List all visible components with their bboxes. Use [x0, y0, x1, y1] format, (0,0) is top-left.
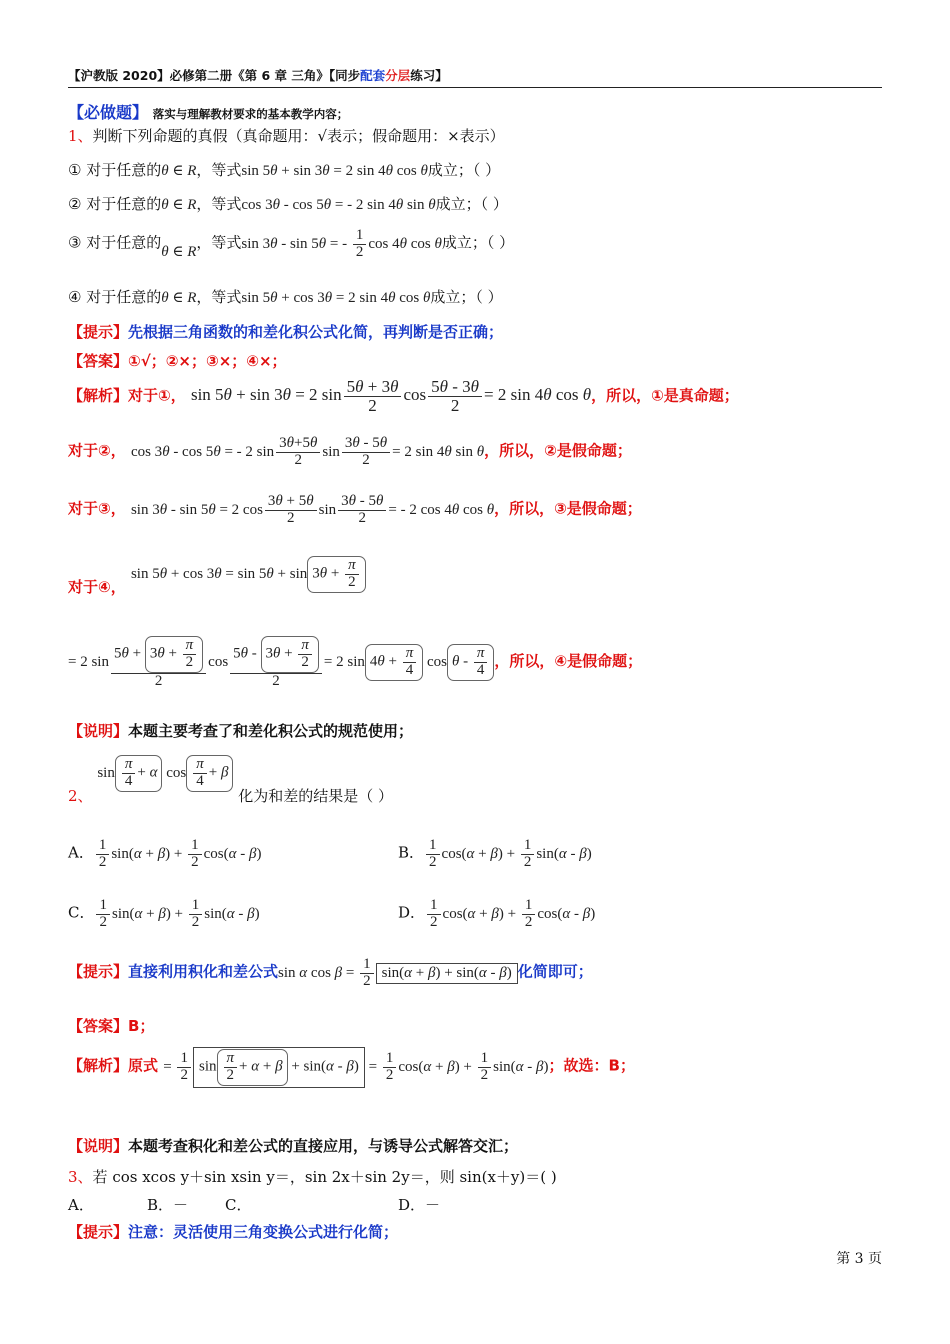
q2-option-b-label: B． [398, 843, 425, 862]
q1-analysis-1 [68, 378, 739, 415]
q3-hint-tag: 【提示】 [68, 1223, 129, 1241]
q1-analysis-4-pre: 对于④， [68, 577, 126, 596]
q2-hint-formula: sin α cos β = $\frac{1}{2}$ sin(α + β) + sin(α - β) [278, 965, 518, 981]
q1-item-1-prefix: ① 对于任意的 [68, 161, 162, 179]
q2-option-c-formula: $\frac{1}{2}$ sin(α + β) + $\frac{1}{2}$ sin(α - β) [94, 906, 259, 922]
q2-option-c-label: C． [68, 903, 95, 922]
q2-analysis [68, 1047, 635, 1088]
q1-analysis-2 [68, 436, 632, 469]
q2-option-b-formula: $\frac{1}{2}$ cos(α + β) + $\frac{1}{2}$ sin(α - β) [424, 846, 592, 862]
q1-item-3 [68, 228, 514, 261]
q1-item-1-mid: ，等式 [196, 161, 242, 179]
q1-item-4-mid: ，等式 [196, 288, 242, 306]
q2-option-c[interactable] [68, 898, 260, 931]
q3-option-a-label: A． [68, 1196, 94, 1214]
q1-item-2 [68, 193, 508, 214]
page-header [68, 66, 882, 88]
q1-analysis-4b [68, 636, 642, 689]
q2-hint-post: 化简即可； [517, 962, 593, 981]
q2-answer-tag: 【答案】 [68, 1017, 129, 1035]
q1-stem-text: 判断下列命题的真假（真命题用：√表示；假命题用：×表示） [92, 127, 505, 145]
q1-item-2-domain: θ ∈ R [161, 197, 197, 213]
q3-hint-text: 注意：灵活使用三角变换公式进行化简； [128, 1223, 399, 1241]
q1-item-2-suffix: 成立；（ ） [435, 195, 508, 213]
q2-analysis-tag: 【解析】 [68, 1056, 129, 1075]
q2-stem-text: 化为和差的结果是（ ） [238, 786, 393, 805]
q1-analysis-2-formula: cos 3θ - cos 5θ = - 2 sin $\frac{3\theta+5\theta}{2}$ sin $\frac{3\theta - 5\theta}{2}$ = 2 sin 4θ sin θ [130, 435, 485, 468]
q3-option-b-label: B．－ [147, 1196, 189, 1214]
q1-item-3-domain: θ ∈ R [161, 243, 197, 260]
q3-stem-text: 若 cos xcos y＋sin xsin y＝，sin 2x＋sin 2y＝，则 sin(x＋y)＝( ) [92, 1168, 557, 1186]
q2-answer [68, 1015, 154, 1036]
q1-item-2-mid: ，等式 [196, 195, 242, 213]
q1-analysis-3 [68, 494, 642, 527]
q2-expression: sin $\frac{\pi}{4}$ + α cos $\frac{\pi}{4}$ + β [97, 765, 233, 781]
q1-analysis-2-pre: 对于②， [68, 441, 126, 460]
q1-item-1-formula: sin 5θ + sin 3θ = 2 sin 4θ cos θ [241, 163, 428, 179]
header-highlight-red: 分层 [385, 68, 411, 83]
q1-note [68, 720, 413, 741]
q1-hint [68, 321, 503, 342]
q3-option-b[interactable] [147, 1194, 188, 1215]
q1-item-1-domain: θ ∈ R [161, 163, 197, 179]
q1-analysis-3-post: ，所以，③是假命题； [494, 499, 642, 518]
q1-item-3-suffix: 成立；（ ） [441, 233, 515, 252]
q2-note-tag: 【说明】 [68, 1137, 129, 1155]
q1-item-1 [68, 159, 500, 180]
q2-stem [68, 755, 393, 805]
q1-item-4-suffix: 成立；（ ） [430, 288, 503, 306]
header-text: 【沪教版 2020】必修第二册《第 6 章 三角》【同步 [68, 68, 361, 83]
q2-hint-tag: 【提示】 [68, 962, 129, 981]
q2-number: 2、 [68, 786, 93, 805]
q1-item-3-prefix: ③ 对于任意的 [68, 233, 162, 252]
q1-analysis-4b-formula: = 2 sin 5θ + 3θ + $\frac{\pi}{2}$ 2 cos 5θ - 3θ + $\frac{\pi}{2}$ 2 = 2 sin 4θ + $\frac{\pi}{4}$ cos θ - $\frac{\pi}{4}$ [68, 654, 494, 670]
q1-item-2-formula: cos 3θ - cos 5θ = - 2 sin 4θ sin θ [241, 197, 436, 213]
q3-option-d[interactable] [398, 1194, 440, 1215]
q2-option-d-label: D． [398, 903, 426, 922]
q2-answer-text: B； [128, 1017, 155, 1035]
q1-item-3-formula: sin 3θ - sin 5θ = - $\frac{1}{2}$ cos 4θ cos θ [241, 227, 442, 260]
q1-analysis-tag: 【解析】 [68, 386, 129, 405]
q2-analysis-pre: 原式 [128, 1056, 159, 1075]
q2-hint-pre: 直接利用积化和差公式 [128, 962, 279, 981]
q1-item-4-prefix: ④ 对于任意的 [68, 288, 162, 306]
q1-note-text: 本题主要考查了和差化积公式的规范使用； [128, 722, 414, 740]
q2-hint [68, 957, 593, 990]
q1-item-1-suffix: 成立；（ ） [427, 161, 501, 179]
q1-analysis-3-formula: sin 3θ - sin 5θ = 2 cos $\frac{3\theta + 5\theta}{2}$ sin $\frac{3\theta - 5\theta}{2}$ = - 2 cos 4θ cos θ [130, 493, 495, 526]
q1-analysis-2-post: ，所以，②是假命题； [484, 441, 632, 460]
q1-number: 1、 [68, 127, 93, 145]
q2-option-a-formula: $\frac{1}{2}$ sin(α + β) + $\frac{1}{2}$ cos(α - β) [94, 846, 262, 862]
q2-option-b[interactable] [398, 838, 592, 871]
section-tag: 【必做题】 [68, 103, 149, 122]
q1-analysis-1-pre: 对于①， [128, 386, 186, 405]
q1-analysis-4-post: ，所以，④是假命题； [494, 652, 643, 671]
q1-hint-text: 先根据三角函数的和差化积公式化简，再判断是否正确； [128, 323, 504, 341]
header-highlight-blue: 配套 [360, 68, 386, 83]
q1-analysis-4-formula: sin 5θ + cos 3θ = sin 5θ + sin 3θ + $\frac{\pi}{2}$ [131, 566, 366, 582]
header-text-end: 练习】 [410, 68, 448, 83]
q1-item-4-formula: sin 5θ + cos 3θ = 2 sin 4θ cos θ [241, 290, 431, 306]
q1-analysis-3-pre: 对于③， [68, 499, 126, 518]
q3-number: 3、 [68, 1168, 93, 1186]
q1-analysis-1-post: ，所以，①是真命题； [591, 386, 739, 405]
q2-option-a[interactable] [68, 838, 262, 871]
q3-option-d-label: D．－ [398, 1196, 441, 1214]
q3-option-c[interactable] [225, 1194, 251, 1215]
q1-note-tag: 【说明】 [68, 722, 129, 740]
q2-option-a-label: A． [68, 843, 94, 862]
q2-option-d-formula: $\frac{1}{2}$ cos(α + β) + $\frac{1}{2}$ cos(α - β) [425, 906, 595, 922]
q1-item-4-domain: θ ∈ R [161, 290, 197, 306]
section-desc: 落实与理解教材要求的基本教学内容； [152, 107, 349, 121]
q1-answer [68, 350, 287, 371]
q1-stem [68, 125, 505, 146]
q3-option-a[interactable] [68, 1194, 94, 1215]
q2-analysis-post: ；故选：B； [548, 1056, 635, 1075]
q1-item-4 [68, 286, 503, 307]
page-number: 第 3 页 [836, 1251, 882, 1267]
q2-note-text: 本题考查积化和差公式的直接应用，与诱导公式解答交汇； [128, 1137, 519, 1155]
q1-item-2-prefix: ② 对于任意的 [68, 195, 162, 213]
q3-stem [68, 1166, 557, 1187]
section-title [68, 100, 348, 123]
q1-answer-text: ①√；②×；③×；④×； [128, 352, 287, 370]
q2-note [68, 1135, 518, 1156]
q1-hint-tag: 【提示】 [68, 323, 129, 341]
q3-hint [68, 1221, 398, 1242]
q1-analysis-1-formula: sin 5θ + sin 3θ = 2 sin $\frac{5\theta + 3\theta}{2}$ cos $\frac{5\theta - 3\theta}{2}$ = 2 sin 4θ cos θ [190, 377, 592, 415]
q1-answer-tag: 【答案】 [68, 352, 129, 370]
q2-analysis-formula: = $\frac{1}{2}$ sin $\frac{\pi}{2}$ + α + β + sin(α - β) = $\frac{1}{2}$ cos(α + β) + $\frac{1}{2}$ sin(α - β) [163, 1059, 548, 1075]
q1-analysis-4 [68, 556, 366, 596]
q3-option-c-label: C． [225, 1196, 252, 1214]
q1-item-3-mid: ，等式 [196, 233, 242, 252]
q2-option-d[interactable] [398, 898, 595, 931]
